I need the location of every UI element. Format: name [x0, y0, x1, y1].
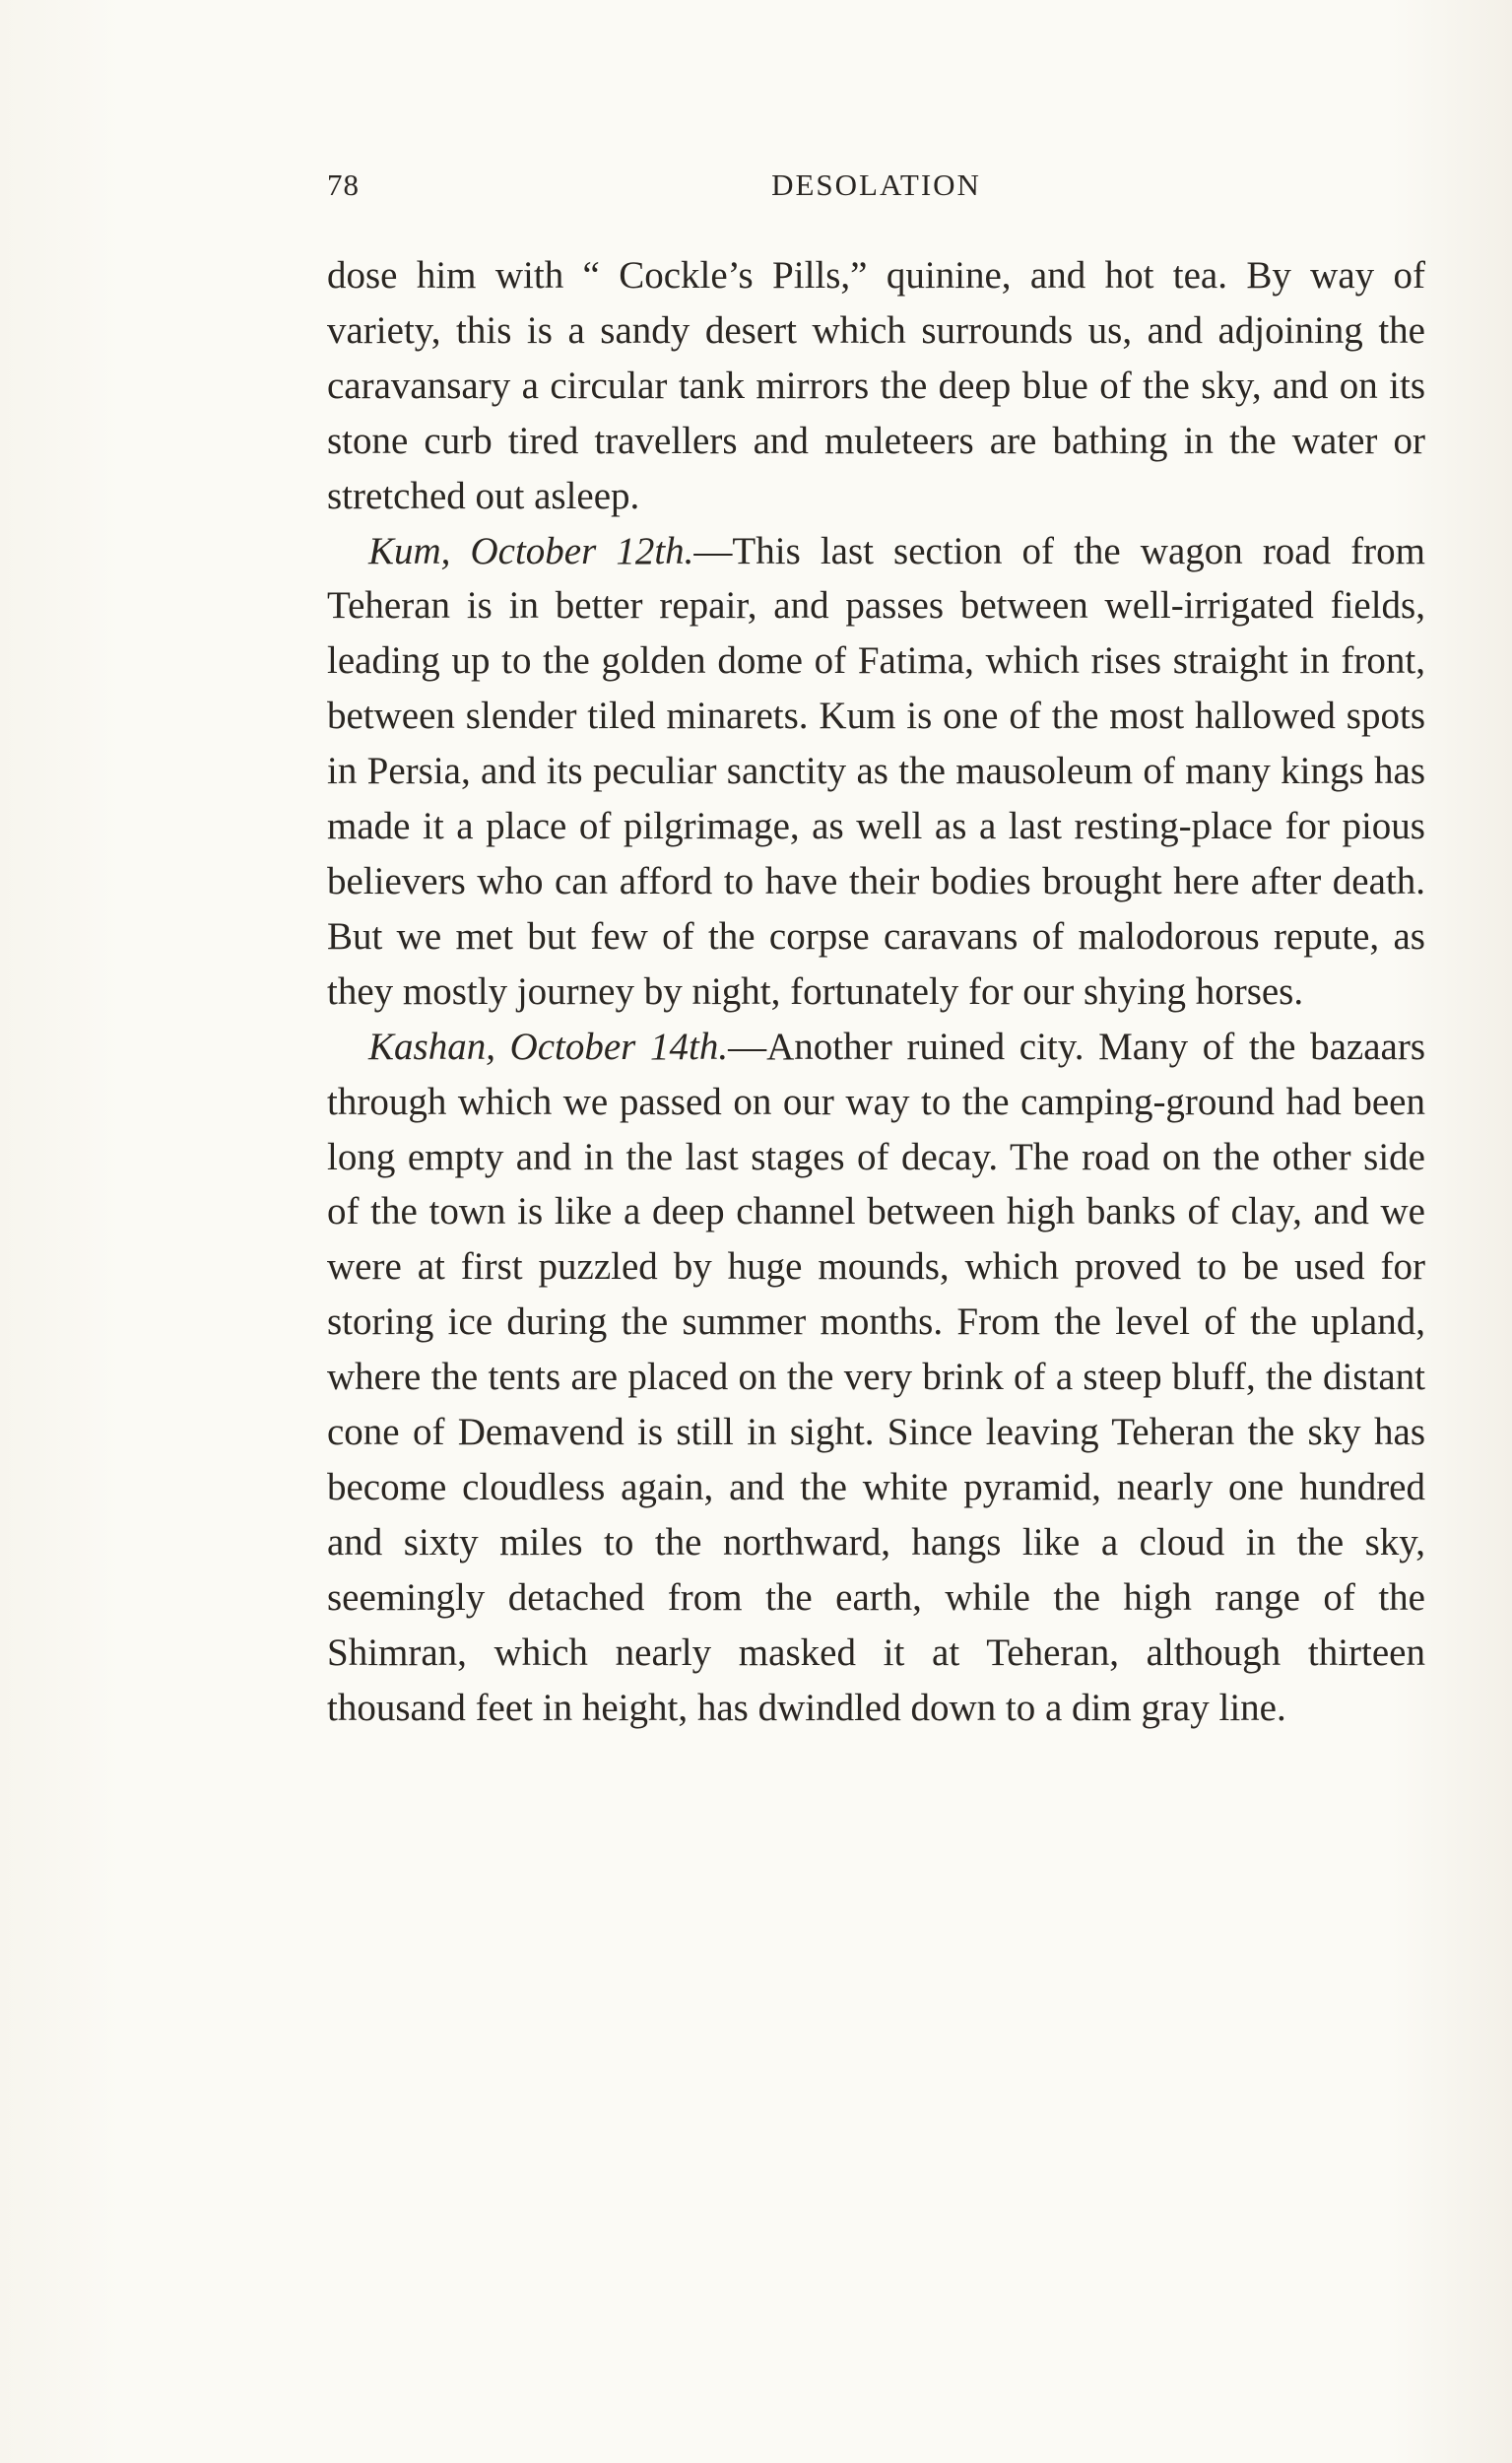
paragraph-text: —Another ruined city. Many of the bazaars through which we passed on our way to the camping-ground had been long empty and in the last stages of decay. The road on the other side of the town is like a deep channel between high banks of clay, and we were at first puzzled by huge mounds, which proved to be used for storing ice during the summer months. From the level of the upland, where the tents are placed on the very brink of a steep bluff, the distant cone of Demavend is still in sight. Since leaving Teheran the sky has become cloudless again, and the white pyramid, nearly one hundred and sixty miles to the northward, hangs like a cloud in the sky, seemingly detached from the earth, while the high range of the Shimran, which nearly masked it at Teheran, although thirteen thousand feet in height, has dwindled down to a dim gray line.	[327, 1025, 1425, 1729]
running-head: DESOLATION	[771, 167, 981, 202]
page-header	[327, 167, 1425, 211]
place-date-heading: Kashan, October 14th.	[368, 1025, 729, 1068]
body-text	[327, 248, 1425, 1735]
paragraph-text: —This last section of the wagon road from Teheran is in better repair, and passes between well-irrigated fields, leading up to the golden dome of Fatima, which rises straight in front, between slender tiled minarets. Kum is one of the most hallowed spots in Persia, and its peculiar sanctity as the mausoleum of many kings has made it a place of pilgrimage, as well as a last resting-place for pious believers who can afford to have their bodies brought here after death. But we met but few of the corpse caravans of malodorous repute, as they mostly journey by night, fortunately for our shying horses.	[327, 529, 1425, 1013]
paragraph-kum	[327, 524, 1425, 1020]
paragraph-continued	[327, 248, 1425, 524]
paragraph-text: dose him with “ Cockle’s Pills,” quinine, and hot tea. By way of variety, this is a sandy desert which surrounds us, and adjoining the caravansary a circular tank mirrors the deep blue of the sky, and on its stone curb tired travellers and muleteers are bathing in the water or stretched out asleep.	[327, 254, 1425, 517]
place-date-heading: Kum, October 12th.	[368, 529, 694, 572]
paragraph-kashan	[327, 1020, 1425, 1736]
page-number: 78	[327, 167, 360, 202]
